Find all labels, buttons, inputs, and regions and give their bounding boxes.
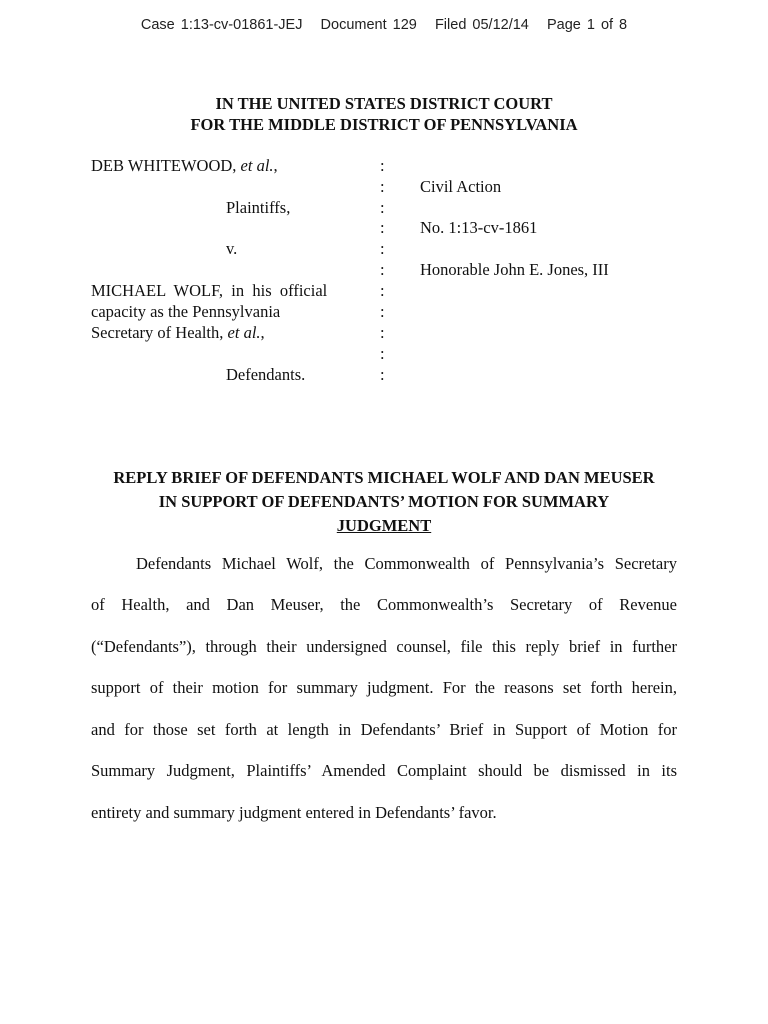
body-line: and for those set forth at length in Defendants’ Brief in Support of Motion for (91, 720, 677, 739)
case-number-stamp: Case 1:13-cv-01861-JEJ (140, 17, 303, 33)
versus-label: v. (226, 239, 238, 258)
brief-title-line1: REPLY BRIEF OF DEFENDANTS MICHAEL WOLF AND DAN MEUSER (113, 468, 655, 487)
defendant-line2: capacity as the Pennsylvania (91, 302, 281, 321)
body-line: support of their motion for summary judgment. For the reasons set forth herein, (91, 678, 677, 697)
defendant-line3: Secretary of Health, et al., (91, 323, 265, 342)
caption-colon: : (380, 302, 385, 321)
defendant-etal: et al. (227, 323, 261, 342)
plaintiff-etal: et al. (240, 156, 274, 175)
caption-colon: : (380, 156, 385, 175)
docket-number: No. 1:13-cv-1861 (420, 218, 538, 237)
filed-date-stamp: Filed 05/12/14 (434, 17, 529, 33)
document-number-stamp: Document 129 (320, 17, 417, 33)
action-type: Civil Action (420, 177, 502, 196)
caption-colon: : (380, 281, 385, 300)
brief-title-line3: JUDGMENT (336, 516, 432, 535)
body-line: Defendants Michael Wolf, the Commonwealth of Pennsylvania’s Secretary (136, 554, 677, 573)
filing-header (0, 17, 768, 33)
plaintiffs-label: Plaintiffs, (226, 198, 291, 217)
caption-colon: : (380, 344, 385, 363)
caption-colon: : (380, 323, 385, 342)
body-line: entirety and summary judgment entered in Defendants’ favor. (91, 803, 497, 822)
caption-colon: : (380, 365, 385, 384)
caption-colon: : (380, 198, 385, 217)
presiding-judge: Honorable John E. Jones, III (420, 260, 609, 279)
body-line: (“Defendants”), through their undersigned counsel, file this reply brief in further (91, 637, 677, 656)
court-heading-line2: FOR THE MIDDLE DISTRICT OF PENNSYLVANIA (190, 115, 578, 134)
body-line: of Health, and Dan Meuser, the Commonwealth’s Secretary of Revenue (91, 595, 677, 614)
caption-colon: : (380, 239, 385, 258)
plaintiff-name: DEB WHITEWOOD, et al., (91, 156, 278, 175)
page-number-stamp: Page 1 of 8 (546, 17, 628, 33)
caption-colon: : (380, 177, 385, 196)
defendants-label: Defendants. (226, 365, 306, 384)
body-line: Summary Judgment, Plaintiffs’ Amended Complaint should be dismissed in its (91, 761, 677, 780)
court-heading-line1: IN THE UNITED STATES DISTRICT COURT (215, 94, 553, 113)
defendant-line1: MICHAEL WOLF, in his official (91, 281, 328, 300)
caption-colon: : (380, 218, 385, 237)
brief-title-line2: IN SUPPORT OF DEFENDANTS’ MOTION FOR SUMMARY (158, 492, 610, 511)
caption-colon: : (380, 260, 385, 279)
